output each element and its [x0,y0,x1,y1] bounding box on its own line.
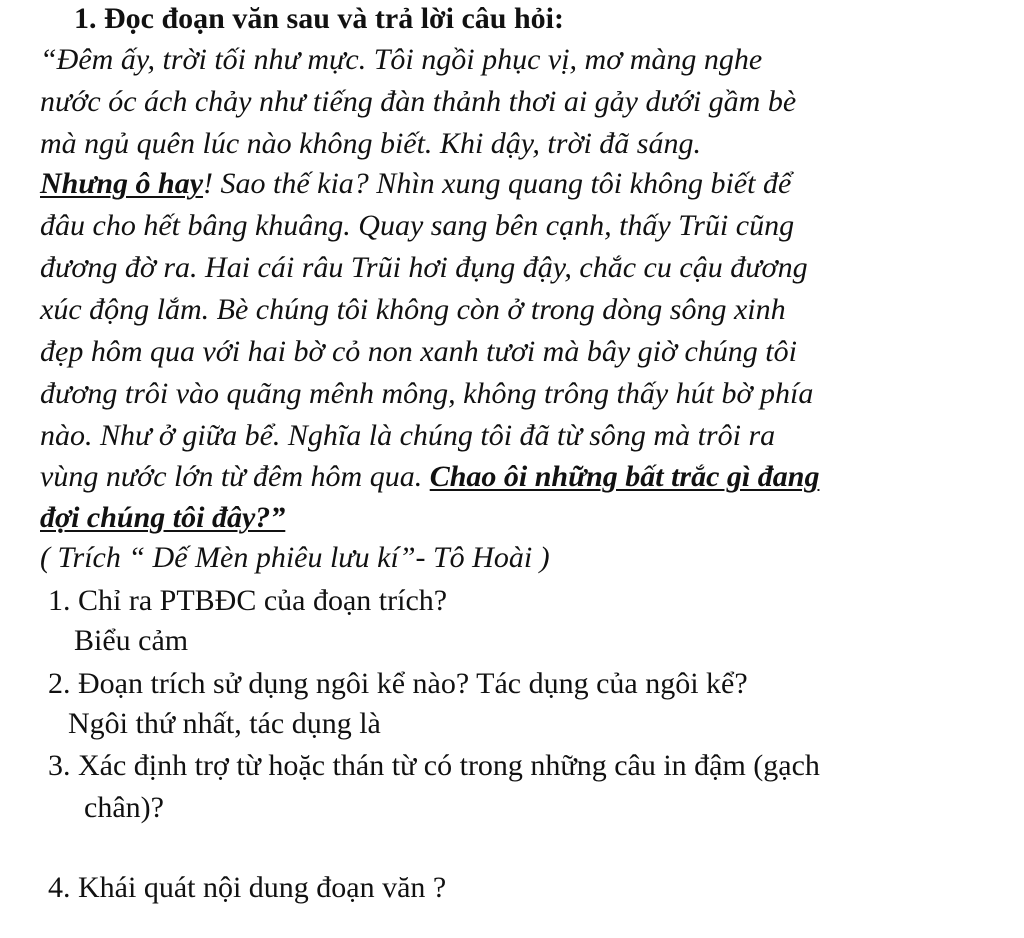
question-2: 2. Đoạn trích sử dụng ngôi kể nào? Tác dụng của ngôi kể? [48,667,748,700]
highlighted-sentence: đợi chúng tôi đây?” [40,501,286,534]
passage-line: đương đờ ra. Hai cái râu Trũi hơi đụng đậy, chắc cu cậu đương [40,251,808,284]
passage-line [40,459,819,495]
highlighted-sentence: Chao ôi những bất trắc gì đang [429,460,820,493]
source-citation: ( Trích “ Dế Mèn phiêu lưu kí”- Tô Hoài ) [40,541,550,574]
question-4: 4. Khái quát nội dung đoạn văn ? [48,871,447,904]
passage-line: “Đêm ấy, trời tối như mực. Tôi ngồi phục vị, mơ màng nghe [40,43,763,76]
passage-line: xúc động lắm. Bè chúng tôi không còn ở trong dòng sông xinh [40,293,786,326]
passage-text: vùng nước lớn từ đêm hôm qua. [40,460,430,493]
passage-line: đâu cho hết bâng khuâng. Quay sang bên cạnh, thấy Trũi cũng [40,209,795,242]
passage-line [40,500,285,536]
passage-line: nước óc ách chảy như tiếng đàn thảnh thơi ai gảy dưới gầm bè [40,85,797,118]
question-3-continued: chân)? [84,791,164,824]
question-1: 1. Chỉ ra PTBĐC của đoạn trích? [48,584,448,617]
answer-2: Ngôi thứ nhất, tác dụng là [68,707,381,740]
exercise-heading: 1. Đọc đoạn văn sau và trả lời câu hỏi: [74,2,564,35]
answer-1: Biểu cảm [74,624,189,657]
highlighted-phrase: Nhưng ô hay [40,167,204,200]
passage-line: mà ngủ quên lúc nào không biết. Khi dậy, trời đã sáng. [40,127,701,160]
passage-text: ! Sao thế kia? Nhìn xung quang tôi không biết để [203,167,792,200]
passage-line: nào. Như ở giữa bể. Nghĩa là chúng tôi đã từ sông mà trôi ra [40,419,776,452]
passage-line: đương trôi vào quãng mênh mông, không trông thấy hút bờ phía [40,377,814,410]
passage-line: đẹp hôm qua với hai bờ cỏ non xanh tươi mà bây giờ chúng tôi [40,335,797,368]
question-3: 3. Xác định trợ từ hoặc thán từ có trong những câu in đậm (gạch [48,749,820,782]
passage-line [40,166,791,202]
